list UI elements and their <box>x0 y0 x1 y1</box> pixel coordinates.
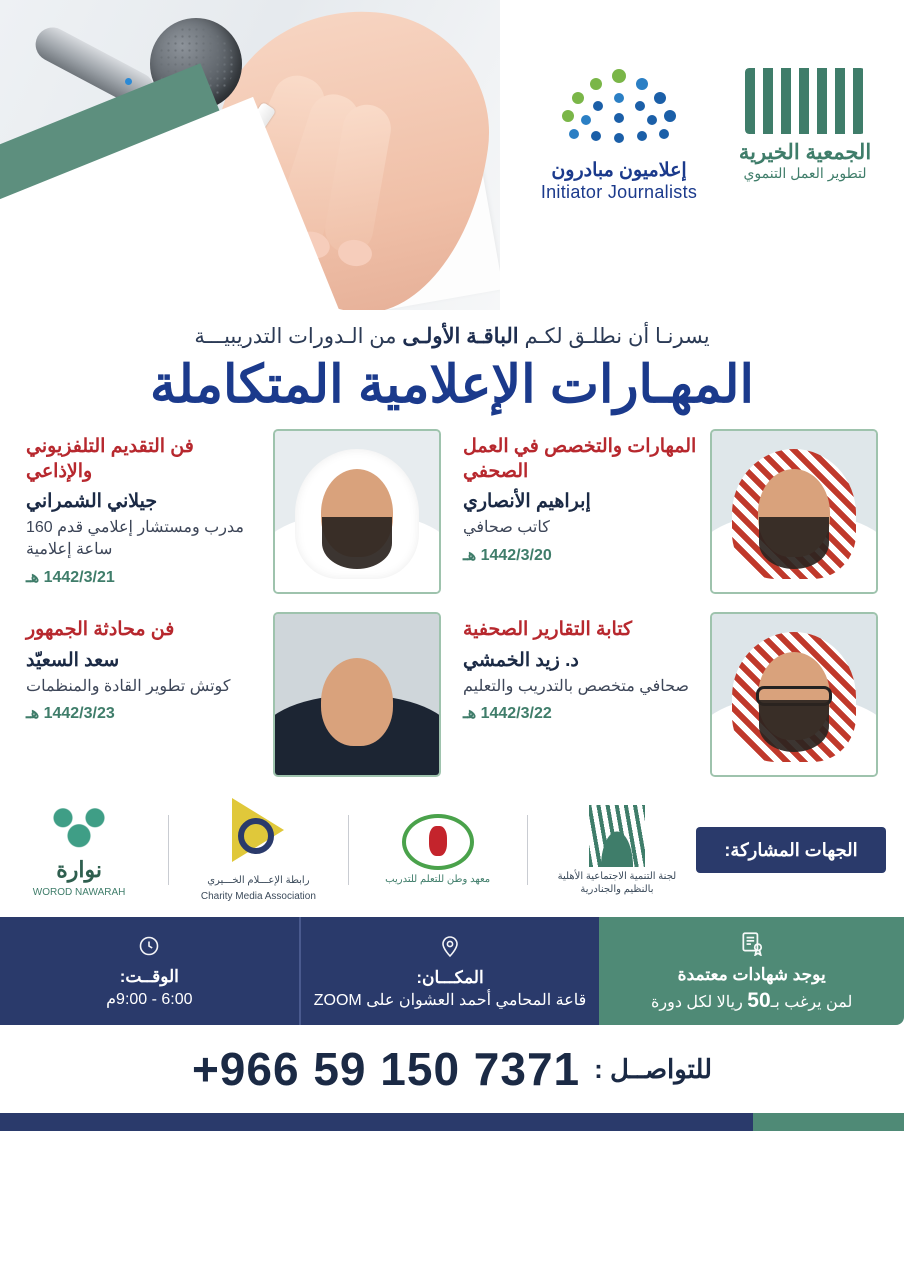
speaker-date: 1442/3/23 هـ <box>26 705 115 723</box>
intro-after: من الـدورات التدريبيـــة <box>194 325 397 348</box>
contact-phone-number[interactable]: +966 59 150 7371 <box>191 1043 581 1095</box>
clock-icon <box>137 934 161 963</box>
logo-charity-association <box>730 68 880 182</box>
speakers-grid <box>0 425 904 777</box>
certificate-amount: 50 <box>747 988 771 1012</box>
speaker-date: 1442/3/22 هـ <box>463 705 552 723</box>
intro-highlight: الباقـة الأولـى <box>402 325 519 348</box>
partner-caption-en: Charity Media Association <box>200 890 316 902</box>
speaker-card <box>463 612 878 777</box>
certificate-line1: يوجد شهادات معتمدة <box>677 964 826 984</box>
partner-logo-charity-media-association <box>183 798 333 903</box>
info-bar <box>0 917 904 1025</box>
contact-row <box>0 1025 904 1113</box>
footer-green-segment <box>753 1113 904 1131</box>
speaker-role: صحافي متخصص بالتدريب والتعليم <box>463 677 689 695</box>
speaker-name: جيلاني الشمراني <box>26 491 158 513</box>
footer-bar <box>0 1113 904 1131</box>
info-place <box>301 917 600 1025</box>
partners-row <box>0 777 904 917</box>
speaker-name: د. زيد الخمشي <box>463 649 579 671</box>
hero-image-microphone-hand <box>0 0 500 310</box>
place-label: المكـــان: <box>416 967 484 987</box>
speaker-course-title: كتابة التقارير الصحفية <box>463 619 633 640</box>
people-circle-icon <box>402 814 474 870</box>
speaker-date: 1442/3/20 هـ <box>463 546 552 564</box>
partner-caption-ar: رابطة الإعـــلام الخـــيري <box>207 874 310 886</box>
partner-logo-watan-institute <box>363 814 513 886</box>
certificate-line2-after: ريالا لكل دورة <box>650 993 743 1011</box>
certificate-line2-before: لمن يرغب بـ <box>770 993 853 1011</box>
partner-caption: معهد وطن للتعلم للتدريب <box>385 874 491 885</box>
divider <box>168 815 169 885</box>
speaker-card <box>463 429 878 594</box>
divider <box>348 815 349 885</box>
certificate-icon <box>739 930 765 961</box>
microphone-led <box>125 78 132 85</box>
speaker-course-title: فن محادثة الجمهور <box>26 619 175 640</box>
partner-caption: لجنة التنمية الاجتماعية الأهلية بالنظيم والجنادرية <box>557 870 677 895</box>
partner-logo-worod-nawarah <box>4 801 154 899</box>
location-pin-icon <box>438 933 462 964</box>
place-value: قاعة المحامي أحمد العشوان على ZOOM <box>313 991 587 1009</box>
speaker-name: سعد السعيّد <box>26 649 120 671</box>
page-title: المهـارات الإعلامية المتكاملة <box>150 356 754 414</box>
speaker-photo-ibrahim-alansari <box>710 429 878 594</box>
speaker-date: 1442/3/21 هـ <box>26 568 115 586</box>
charity-association-mark-icon <box>745 68 865 134</box>
speaker-role: مدرب ومستشار إعلامي قدم 160 ساعة إعلامية <box>26 519 244 558</box>
logo-initiator-journalists <box>534 68 704 203</box>
speaker-card <box>26 612 441 777</box>
speaker-course-title: المهارات والتخصص في العمل الصحفي <box>463 436 697 482</box>
charity-association-line2: لتطوير العمل التنموي <box>743 165 867 181</box>
info-time <box>0 917 299 1025</box>
dots-graphic-icon <box>534 68 704 160</box>
initiator-journalists-mark <box>534 68 704 160</box>
time-label: الوقــت: <box>119 966 179 986</box>
partner-logos <box>0 798 696 903</box>
speaker-card <box>26 429 441 594</box>
speaker-role: كاتب صحافي <box>463 519 550 537</box>
divider <box>527 815 528 885</box>
speaker-photo-saad-alsaeed <box>273 612 441 777</box>
play-triangle-icon <box>232 798 284 862</box>
partners-label: الجهات المشاركة: <box>696 827 886 873</box>
initiator-journalists-title-ar: إعلاميون مبادرون <box>551 160 687 181</box>
flower-icon <box>39 801 119 857</box>
charity-association-line1: الجمعية الخيرية <box>738 141 872 164</box>
speaker-course-title: فن التقديم التلفزيوني والإذاعي <box>26 436 194 482</box>
partner-caption: WOROD NAWARAH <box>32 887 126 898</box>
speaker-photo-jilani-alshamrani <box>273 429 441 594</box>
intro-before: يسرنـا أن نطلـق لكـم <box>524 325 710 348</box>
partner-word-ar: نوارة <box>56 857 102 882</box>
time-value: 6:00 - 9:00م <box>106 990 193 1008</box>
speaker-photo-dr-zaid-alkhamshi <box>710 612 878 777</box>
poster-header <box>0 0 904 310</box>
partner-logo-social-development-committee <box>542 805 692 896</box>
initiator-journalists-title-en: Initiator Journalists <box>540 181 698 202</box>
speaker-name: إبراهيم الأنصاري <box>463 491 591 513</box>
contact-label: للتواصــل : <box>594 1053 713 1084</box>
certificate-line2 <box>651 989 852 1013</box>
info-certificate <box>599 917 904 1025</box>
speaker-role: كوتش تطوير القادة والمنظمات <box>26 677 231 695</box>
plant-leaf-icon <box>589 805 645 867</box>
footer-blue-segment <box>0 1113 753 1131</box>
header-logos <box>534 68 880 203</box>
intro-line <box>0 324 904 349</box>
